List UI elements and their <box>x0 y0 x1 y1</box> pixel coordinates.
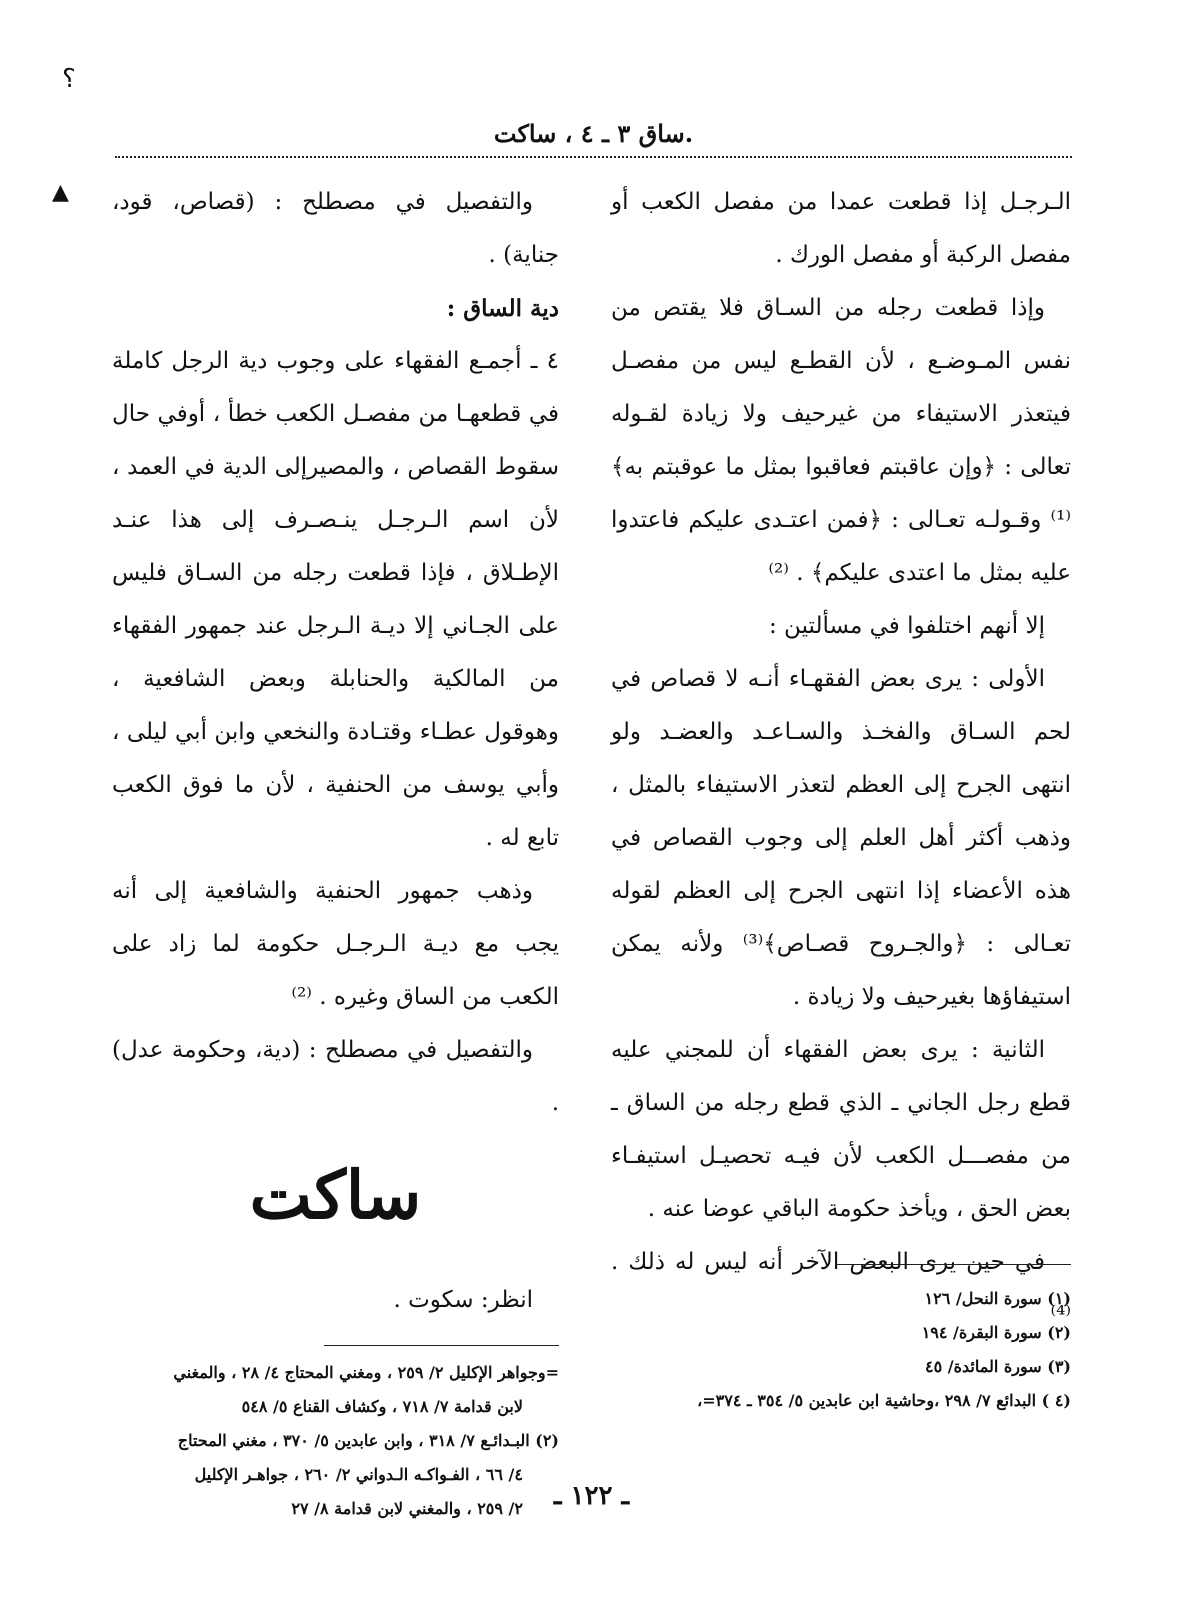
paragraph: ٤ ـ أجمـع الفقهاء على وجوب دية الرجل كاملة في قطعهـا من مفصـل الكعب خطأ ، أوفي حال سقوط القصاص ، والمصيرإلى الدية في العمد ، لأن اسم الـرجـل ينـصـرف إلى هذا عنـد الإطـلاق ، فإذا قطعت رجله من السـاق فليس على الجـاني إلا ديـة الـرجل عند جمهور الفقهاء من المالكية والحنابلة وبعض الشافعية ، وهوقول عطـاء وقتـادة والنخعي وابن أبي ليلى ، وأبي يوسف من الحنفية ، لأن ما فوق الكعب تابع له . <box>112 348 559 851</box>
footnote-line: =وجواهر الإكليل ٢/ ٢٥٩ ، ومغني المحتاج ٤/ ٢٨ ، والمغني <box>173 1363 559 1382</box>
entry-title: ساكت <box>249 1156 422 1234</box>
paragraph: في حين يرى البعض الآخر أنه ليس له ذلك . ⁽⁴⁾ <box>611 1249 1071 1328</box>
footnote: (٤ ) البدائع ٧/ ٢٩٨ ،وحاشية ابن عابدين ٥/ ٣٥٤ ـ ٣٧٤=، <box>697 1391 1071 1410</box>
see-also: انظر: سكوت . <box>393 1287 533 1313</box>
paragraph: وإذا قطعت رجله من السـاق فلا يقتص من نفس المـوضـع ، لأن القطـع ليس من مفصـل فيتعذر الاستيفاء من غيرحيف ولا زيادة لقـوله تعالى : ﴿وإن عاقبتم فعاقبوا بمثل ما عوقبتم به﴾⁽¹⁾ وقـولـه تعـالى : ﴿فمن اعتـدى عليكم فاعتدوا عليه بمثل ما اعتدى عليكم﴾ . ⁽²⁾ <box>611 295 1071 586</box>
corner-mark: ؟ <box>62 64 76 94</box>
header-dotted-rule <box>115 156 1072 158</box>
paragraph: الـرجـل إذا قطعت عمدا من مفصل الكعب أو مفصل الركبة أو مفصل الورك . <box>611 189 1071 268</box>
footnote: (٣) سورة المائدة/ ٤٥ <box>925 1357 1071 1376</box>
page-number: ـ ١٢٢ ـ <box>553 1481 630 1511</box>
footnote-rule <box>836 1264 1071 1265</box>
right-column <box>611 176 1071 1342</box>
footnote-line: ٢/ ٢٥٩ ، والمغني لابن قدامة ٨/ ٢٧ <box>291 1499 523 1518</box>
subheading: دية الساق : <box>446 295 559 322</box>
paragraph: وذهب جمهور الحنفية والشافعية إلى أنه يجب مع ديـة الـرجـل حكومة لما زاد على الكعب من الساق وغيره . ⁽²⁾ <box>112 878 559 1010</box>
footnote-line: ٤/ ٦٦ ، الفـواكـه الـدواني ٢/ ٢٦٠ ، جواهـر الإكليل <box>194 1465 523 1484</box>
page-header: .ساق ٣ ـ ٤ ، ساكت <box>493 119 694 148</box>
footnote-line: لابن قدامة ٧/ ٧١٨ ، وكشاف القناع ٥/ ٥٤٨ <box>241 1397 523 1416</box>
paragraph: والتفصيل في مصطلح : (دية، وحكومة عدل) . <box>112 1037 559 1116</box>
paragraph: الثانية : يرى بعض الفقهاء أن للمجني عليه قطع رجل الجاني ـ الذي قطع رجله من الساق ـ من مفصـــل الكعب لأن فيـه تحصيـل استيفـاء بعض الحق ، ويأخذ حكومة الباقي عوضا عنه . <box>611 1037 1071 1222</box>
triangle-marker-icon: ▲ <box>52 180 69 205</box>
footnote: (١) سورة النحل/ ١٢٦ <box>924 1289 1071 1308</box>
paragraph: إلا أنهم اختلفوا في مسألتين : <box>769 613 1045 639</box>
paragraph: والتفصيل في مصطلح : (قصاص، قود، جناية) . <box>112 189 559 268</box>
paragraph: الأولى : يرى بعض الفقهـاء أنـه لا قصاص في لحم السـاق والفخـذ والسـاعـد والعضـد ولو انتهى الجرح إلى العظم لتعذر الاستيفاء بالمثل ، وذهب أكثر أهل العلم إلى وجوب القصاص في هذه الأعضاء إذا انتهى الجرح إلى العظم لقوله تعـالى : ﴿والجـروح قصـاص﴾⁽³⁾ ولأنه يمكن استيفاؤها بغيرحيف ولا زيادة . <box>611 666 1072 1010</box>
footnote-rule <box>324 1345 559 1346</box>
footnote-line: (٢) البـدائـع ٧/ ٣١٨ ، وابن عابدين ٥/ ٣٧٠ ، مغني المحتاج <box>177 1431 559 1450</box>
footnotes-right <box>611 1282 1071 1418</box>
left-column <box>112 176 559 1526</box>
footnote: (٢) سورة البقرة/ ١٩٤ <box>921 1323 1071 1342</box>
